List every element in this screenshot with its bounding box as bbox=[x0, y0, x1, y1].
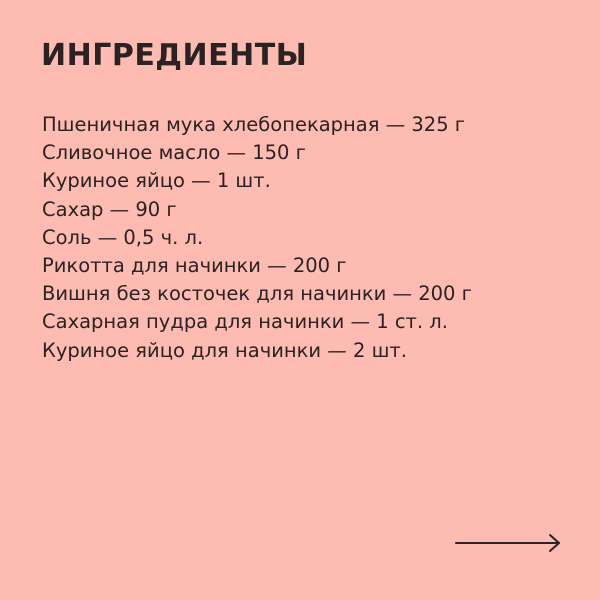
ingredient-item: Соль — 0,5 ч. л. bbox=[42, 225, 204, 249]
arrow-right-icon bbox=[455, 531, 563, 555]
ingredient-item: Пшеничная мука хлебопекарная — 325 г bbox=[42, 113, 466, 136]
ingredient-item: Вишня без косточек для начинки — 200 г bbox=[42, 282, 472, 306]
ingredient-item: Сахар — 90 г bbox=[42, 197, 177, 221]
ingredient-item: Сливочное масло — 150 г bbox=[42, 141, 306, 165]
ingredient-item: Куриное яйцо для начинки — 2 шт. bbox=[42, 338, 407, 362]
ingredient-item: Сахарная пудра для начинки — 1 ст. л. bbox=[42, 310, 448, 334]
ingredient-item: Куриное яйцо — 1 шт. bbox=[42, 169, 271, 193]
next-slide-button[interactable] bbox=[455, 531, 563, 555]
ingredient-list bbox=[42, 111, 472, 365]
page-title: ИНГРЕДИЕНТЫ bbox=[41, 38, 308, 73]
ingredient-item: Рикотта для начинки — 200 г bbox=[42, 254, 347, 278]
